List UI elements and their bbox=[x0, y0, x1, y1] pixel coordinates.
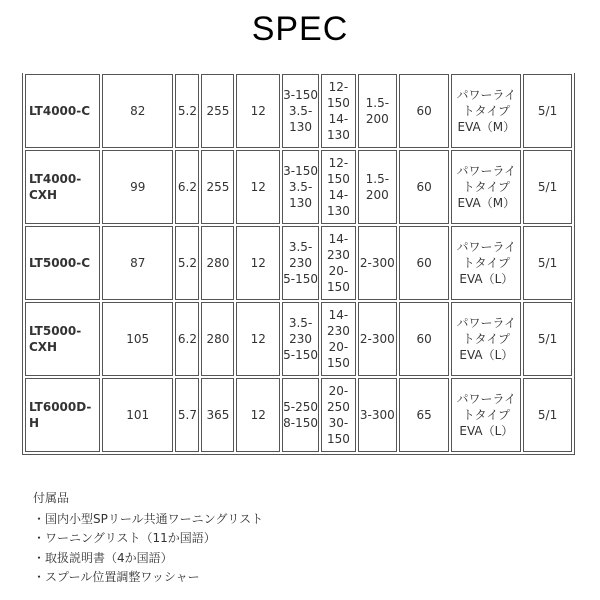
model-cell: LT6000D- H bbox=[25, 378, 100, 452]
gear-ratio-cell: 6.2 bbox=[175, 150, 199, 224]
accessories-heading: 付属品 bbox=[33, 491, 70, 505]
fluoro-line-cell: 20- 250 30- 150 bbox=[321, 378, 356, 452]
spec-table-container bbox=[22, 73, 575, 463]
accessory-item: ・ ワーニングリスト（11か国語） bbox=[33, 529, 263, 549]
accessory-item: ・ スプール位置調整ワッシャー bbox=[33, 568, 263, 588]
fluoro-line-cell: 12- 150 14- 130 bbox=[321, 150, 356, 224]
table-row bbox=[25, 378, 572, 452]
accessory-item: ・ 取扱説明書（4か国語） bbox=[33, 549, 263, 569]
retrieve-cell: 12 bbox=[236, 378, 280, 452]
handle-length-cell: 60 bbox=[399, 302, 450, 376]
fluoro-line-cell: 14- 230 20- 150 bbox=[321, 226, 356, 300]
accessories-section bbox=[33, 489, 263, 588]
accessories-list bbox=[33, 510, 263, 588]
nylon-line-cell: 3.5- 230 5-150 bbox=[282, 226, 319, 300]
nylon-line-cell: 3-150 3.5- 130 bbox=[282, 150, 319, 224]
table-row bbox=[25, 74, 572, 148]
nylon-line-cell: 3-150 3.5- 130 bbox=[282, 74, 319, 148]
knob-type-cell: パワーライ トタイプ EVA（M） bbox=[451, 150, 521, 224]
weight-cell: 105 bbox=[102, 302, 174, 376]
table-row bbox=[25, 150, 572, 224]
pe-line-cell: 2-300 bbox=[358, 302, 397, 376]
weight-g-cell: 280 bbox=[201, 302, 234, 376]
fluoro-line-cell: 12- 150 14- 130 bbox=[321, 74, 356, 148]
nylon-line-cell: 3.5- 230 5-150 bbox=[282, 302, 319, 376]
weight-g-cell: 280 bbox=[201, 226, 234, 300]
knob-type-cell: パワーライ トタイプ EVA（L） bbox=[451, 378, 521, 452]
pe-line-cell: 1.5- 200 bbox=[358, 150, 397, 224]
knob-type-cell: パワーライ トタイプ EVA（L） bbox=[451, 302, 521, 376]
weight-g-cell: 255 bbox=[201, 150, 234, 224]
bearing-cell: 5/1 bbox=[523, 150, 572, 224]
bearing-cell: 5/1 bbox=[523, 378, 572, 452]
page-title: SPEC bbox=[251, 10, 349, 48]
pe-line-cell: 1.5- 200 bbox=[358, 74, 397, 148]
gear-ratio-cell: 6.2 bbox=[175, 302, 199, 376]
table-row bbox=[25, 302, 572, 376]
pe-line-cell: 2-300 bbox=[358, 226, 397, 300]
accessory-item: ・ 国内小型SPリール共通ワーニングリスト bbox=[33, 510, 263, 530]
gear-ratio-cell: 5.7 bbox=[175, 378, 199, 452]
gear-ratio-cell: 5.2 bbox=[175, 74, 199, 148]
bearing-cell: 5/1 bbox=[523, 302, 572, 376]
retrieve-cell: 12 bbox=[236, 226, 280, 300]
model-cell: LT5000- CXH bbox=[25, 302, 100, 376]
fluoro-line-cell: 14- 230 20- 150 bbox=[321, 302, 356, 376]
handle-length-cell: 60 bbox=[399, 226, 450, 300]
handle-length-cell: 60 bbox=[399, 74, 450, 148]
spec-table bbox=[22, 73, 575, 455]
handle-length-cell: 65 bbox=[399, 378, 450, 452]
weight-g-cell: 365 bbox=[201, 378, 234, 452]
model-cell: LT5000-C bbox=[25, 226, 100, 300]
knob-type-cell: パワーライ トタイプ EVA（M） bbox=[451, 74, 521, 148]
retrieve-cell: 12 bbox=[236, 302, 280, 376]
weight-g-cell: 255 bbox=[201, 74, 234, 148]
retrieve-cell: 12 bbox=[236, 74, 280, 148]
nylon-line-cell: 5-250 8-150 bbox=[282, 378, 319, 452]
gear-ratio-cell: 5.2 bbox=[175, 226, 199, 300]
weight-cell: 99 bbox=[102, 150, 174, 224]
weight-cell: 101 bbox=[102, 378, 174, 452]
knob-type-cell: パワーライ トタイプ EVA（L） bbox=[451, 226, 521, 300]
handle-length-cell: 60 bbox=[399, 150, 450, 224]
weight-cell: 87 bbox=[102, 226, 174, 300]
table-row bbox=[25, 226, 572, 300]
model-cell: LT4000-C bbox=[25, 74, 100, 148]
bearing-cell: 5/1 bbox=[523, 74, 572, 148]
weight-cell: 82 bbox=[102, 74, 174, 148]
retrieve-cell: 12 bbox=[236, 150, 280, 224]
model-cell: LT4000- CXH bbox=[25, 150, 100, 224]
bearing-cell: 5/1 bbox=[523, 226, 572, 300]
pe-line-cell: 3-300 bbox=[358, 378, 397, 452]
